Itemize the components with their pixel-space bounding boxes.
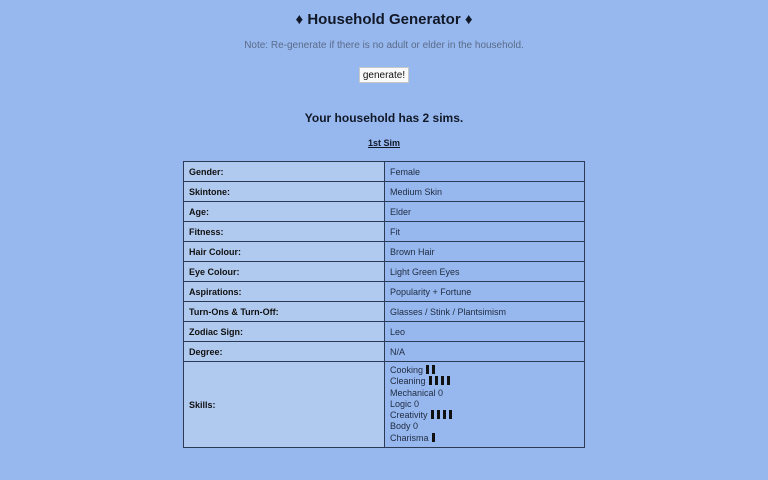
skills-row xyxy=(184,362,585,448)
skill-name: Body xyxy=(390,421,411,432)
row-label: Skintone: xyxy=(184,182,385,202)
skill-point-bar xyxy=(437,410,440,419)
row-label: Age: xyxy=(184,202,385,222)
skills-list xyxy=(385,362,585,448)
row-label: Turn-Ons & Turn-Off: xyxy=(184,302,385,322)
skill-name: Mechanical xyxy=(390,387,436,398)
row-value: Popularity + Fortune xyxy=(385,282,585,302)
row-label: Degree: xyxy=(184,342,385,362)
skill-name: Cooking xyxy=(390,365,424,376)
row-label: Skills: xyxy=(184,362,385,448)
row-label: Zodiac Sign: xyxy=(184,322,385,342)
skill-point-bar xyxy=(435,376,438,385)
skill-name: Charisma xyxy=(390,432,429,443)
skill-name: Creativity xyxy=(390,410,428,421)
household-summary: Your household has 2 sims. xyxy=(304,111,464,125)
skill-name: Cleaning xyxy=(390,376,426,387)
skill-value: 0 xyxy=(413,421,419,432)
table-row xyxy=(184,222,585,242)
table-row xyxy=(184,322,585,342)
row-label: Aspirations: xyxy=(184,282,385,302)
skill-point-bar xyxy=(449,410,452,419)
skill-item xyxy=(390,421,579,432)
skill-item xyxy=(390,410,579,421)
row-label: Fitness: xyxy=(184,222,385,242)
skill-name: Logic xyxy=(390,398,412,409)
page-title: ♦ Household Generator ♦ xyxy=(295,11,473,28)
skill-point-bar xyxy=(426,365,429,374)
skill-point-bar xyxy=(441,376,444,385)
skill-item xyxy=(390,365,579,376)
skill-point-bar xyxy=(431,410,434,419)
sim-table xyxy=(183,161,585,448)
table-row xyxy=(184,262,585,282)
table-row xyxy=(184,202,585,222)
row-value: Elder xyxy=(385,202,585,222)
row-value: Light Green Eyes xyxy=(385,262,585,282)
row-value: Female xyxy=(385,162,585,182)
row-value: Glasses / Stink / Plantsimism xyxy=(385,302,585,322)
table-row xyxy=(184,302,585,322)
row-label: Eye Colour: xyxy=(184,262,385,282)
row-label: Hair Colour: xyxy=(184,242,385,262)
row-value: Brown Hair xyxy=(385,242,585,262)
skill-point-bar xyxy=(447,376,450,385)
row-value: N/A xyxy=(385,342,585,362)
skill-item xyxy=(390,433,579,444)
row-value: Leo xyxy=(385,322,585,342)
row-value: Fit xyxy=(385,222,585,242)
skill-item xyxy=(390,376,579,387)
row-value: Medium Skin xyxy=(385,182,585,202)
table-row xyxy=(184,282,585,302)
skill-item xyxy=(390,399,579,410)
skill-value: 0 xyxy=(438,387,444,398)
skill-point-bar xyxy=(429,376,432,385)
generate-button[interactable]: generate! xyxy=(359,67,409,83)
skill-item xyxy=(390,388,579,399)
regenerate-note: Note: Re-generate if there is no adult or elder in the household. xyxy=(244,40,524,51)
skill-point-bar xyxy=(432,433,435,442)
sim-heading: 1st Sim xyxy=(367,138,400,148)
table-row xyxy=(184,242,585,262)
skill-value: 0 xyxy=(414,398,420,409)
skill-point-bar xyxy=(443,410,446,419)
table-row xyxy=(184,342,585,362)
table-row xyxy=(184,162,585,182)
table-row xyxy=(184,182,585,202)
skill-point-bar xyxy=(432,365,435,374)
row-label: Gender: xyxy=(184,162,385,182)
